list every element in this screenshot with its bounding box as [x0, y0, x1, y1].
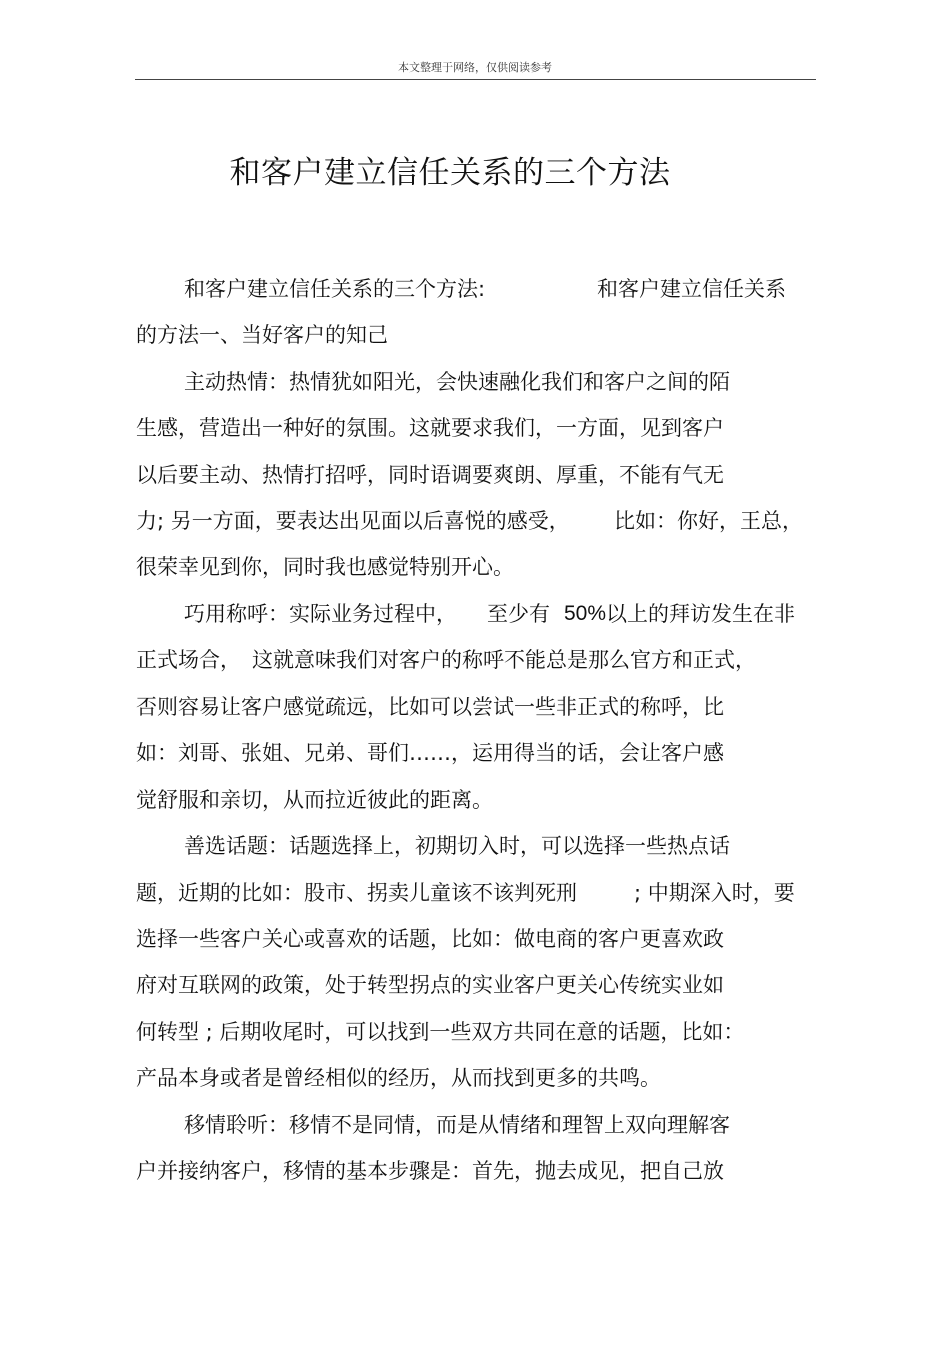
body-line: 否则容易让客户感觉疏远，比如可以尝试一些非正式的称呼，比 [136, 695, 724, 719]
body-line-percent: 50% [564, 602, 607, 625]
page-header-note: 本文整理于网络，仅供阅读参考 [398, 61, 552, 74]
body-line: 觉舒服和亲切，从而拉近彼此的距离。 [136, 788, 493, 812]
body-line: 这就意味我们对客户的称呼不能总是那么官方和正式， [252, 648, 756, 672]
body-line: 题，近期的比如：股市、拐卖儿童该不该判死刑 [136, 881, 577, 905]
body-line: 比如：你好，王总， [614, 509, 803, 533]
body-line: 和客户建立信任关系的三个方法: [184, 277, 486, 301]
body-line: 产品本身或者是曾经相似的经历，从而找到更多的共鸣。 [136, 1066, 661, 1090]
body-line: 主动热情：热情犹如阳光，会快速融化我们和客户之间的陌 [184, 370, 730, 394]
document-title: 和客户建立信任关系的三个方法 [229, 155, 671, 191]
body-line: 善选话题：话题选择上，初期切入时，可以选择一些热点话 [184, 834, 730, 858]
body-line: ; 中期深入时，要 [634, 881, 795, 905]
body-line: 选择一些客户关心或喜欢的话题，比如：做电商的客户更喜欢政 [136, 927, 724, 951]
body-line: 力; 另一方面，要表达出见面以后喜悦的感受， [136, 509, 570, 533]
body-line: 和客户建立信任关系 [597, 277, 786, 301]
body-line: 至少有 [487, 602, 550, 626]
body-line: 府对互联网的政策，处于转型拐点的实业客户更关心传统实业如 [136, 973, 724, 997]
body-line: 以后要主动、热情打招呼，同时语调要爽朗、厚重，不能有气无 [136, 463, 724, 487]
body-line: 何转型 ; 后期收尾时，可以找到一些双方共同在意的话题，比如： [136, 1020, 745, 1044]
header-divider [135, 79, 816, 80]
body-line: 的方法一、当好客户的知己 [136, 323, 388, 347]
body-line: 正式场合， [136, 648, 241, 672]
body-line: 以上的拜访发生在非 [606, 602, 795, 626]
body-line: 如：刘哥、张姐、兄弟、哥们……，运用得当的话，会让客户感 [136, 741, 724, 765]
body-line: 很荣幸见到你，同时我也感觉特别开心。 [136, 555, 514, 579]
body-line: 巧用称呼：实际业务过程中， [184, 602, 457, 626]
body-line: 移情聆听：移情不是同情，而是从情绪和理智上双向理解客 [184, 1113, 730, 1137]
body-line: 生感，营造出一种好的氛围。这就要求我们，一方面，见到客户 [136, 416, 724, 440]
body-line: 户并接纳客户，移情的基本步骤是：首先，抛去成见，把自己放 [136, 1159, 724, 1183]
